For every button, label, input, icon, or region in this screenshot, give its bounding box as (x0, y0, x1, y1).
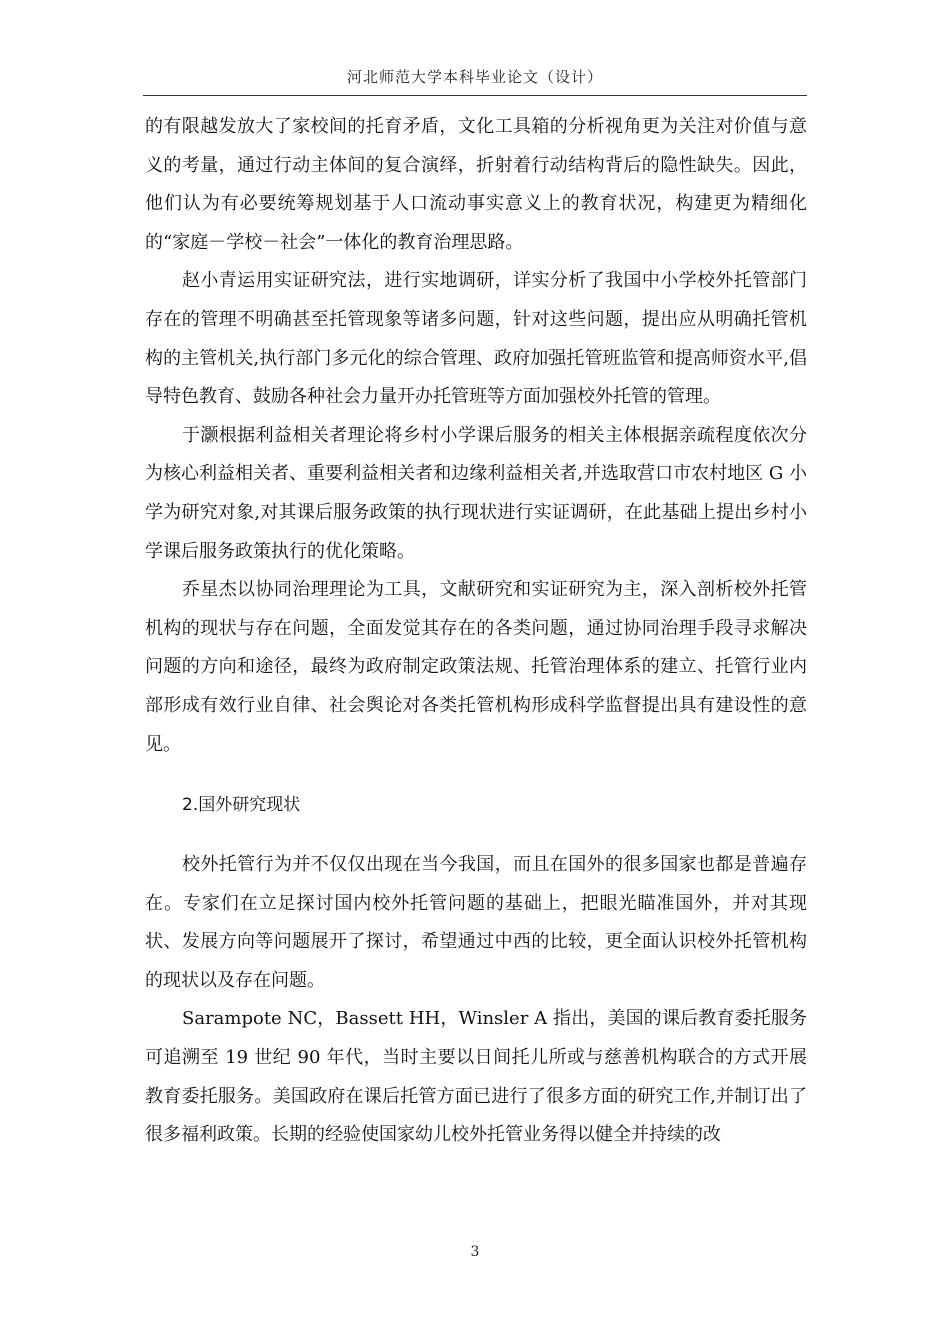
document-body (145, 108, 807, 1155)
section-heading-foreign-research: 2.国外研究现状 (182, 795, 301, 816)
page-header-title: 河北师范大学本科毕业论文（设计） (346, 68, 603, 86)
header-divider (143, 95, 807, 96)
paragraph-continuation: 的有限越发放大了家校间的托育矛盾，文化工具箱的分析视角更为关注对价值与意义的考量，通过行动主体间的复合演绎，折射着行动结构背后的隐性缺失。因此，他们认为有必要统筹规划基于人口流动事实意义上的教育状况，构建更为精细化的“家庭－学校－社会”一体化的教育治理思路。 (145, 116, 807, 253)
paragraph-sarampote: Sarampote NC，Bassett HH，Winsler A 指出，美国的课后教育委托服务可追溯至 19 世纪 90 年代，当时主要以日间托儿所或与慈善机构联合的方式开展教育委托服务。美国政府在课后托管方面已进行了很多方面的研究工作,并制订出了很多福利政策。长期的经验使国家幼儿校外托管业务得以健全并持续的改 (145, 1008, 807, 1146)
paragraph-qiao-xingjie: 乔星杰以协同治理理论为工具，文献研究和实证研究为主，深入剖析校外托管机构的现状与存在问题，全面发觉其存在的各类问题，通过协同治理手段寻求解决问题的方向和途径，最终为政府制定政策法规、托管治理体系的建立、托管行业内部形成有效行业自律、社会舆论对各类托管机构形成科学监督提出具有建设性的意见。 (145, 579, 807, 755)
paragraph-zhao-xiaoqing: 赵小青运用实证研究法，进行实地调研，详实分析了我国中小学校外托管部门存在的管理不明确甚至托管现象等诸多问题，针对这些问题，提出应从明确托管机构的主管机关,执行部门多元化的综合管理、政府加强托管班监管和提高师资水平,倡导特色教育、鼓励各种社会力量开办托管班等方面加强校外托管的管理。 (145, 270, 807, 408)
paragraph-foreign-overview: 校外托管行为并不仅仅出现在当今我国，而且在国外的很多国家也都是普遍存在。专家们在立足探讨国内校外托管问题的基础上，把眼光瞄准国外，并对其现状、发展方向等问题展开了探讨，希望通过中西的比较，更全面认识校外托管机构的现状以及存在问题。 (145, 854, 807, 991)
paragraph-yu-hao: 于灏根据利益相关者理论将乡村小学课后服务的相关主体根据亲疏程度依次分为核心利益相关者、重要利益相关者和边缘利益相关者,并选取营口市农村地区 G 小学为研究对象,对其课后服务政策的执行现状进行实证调研，在此基础上提出乡村小学课后服务政策执行的优化策略。 (145, 424, 807, 562)
page-number: 3 (470, 1244, 480, 1260)
